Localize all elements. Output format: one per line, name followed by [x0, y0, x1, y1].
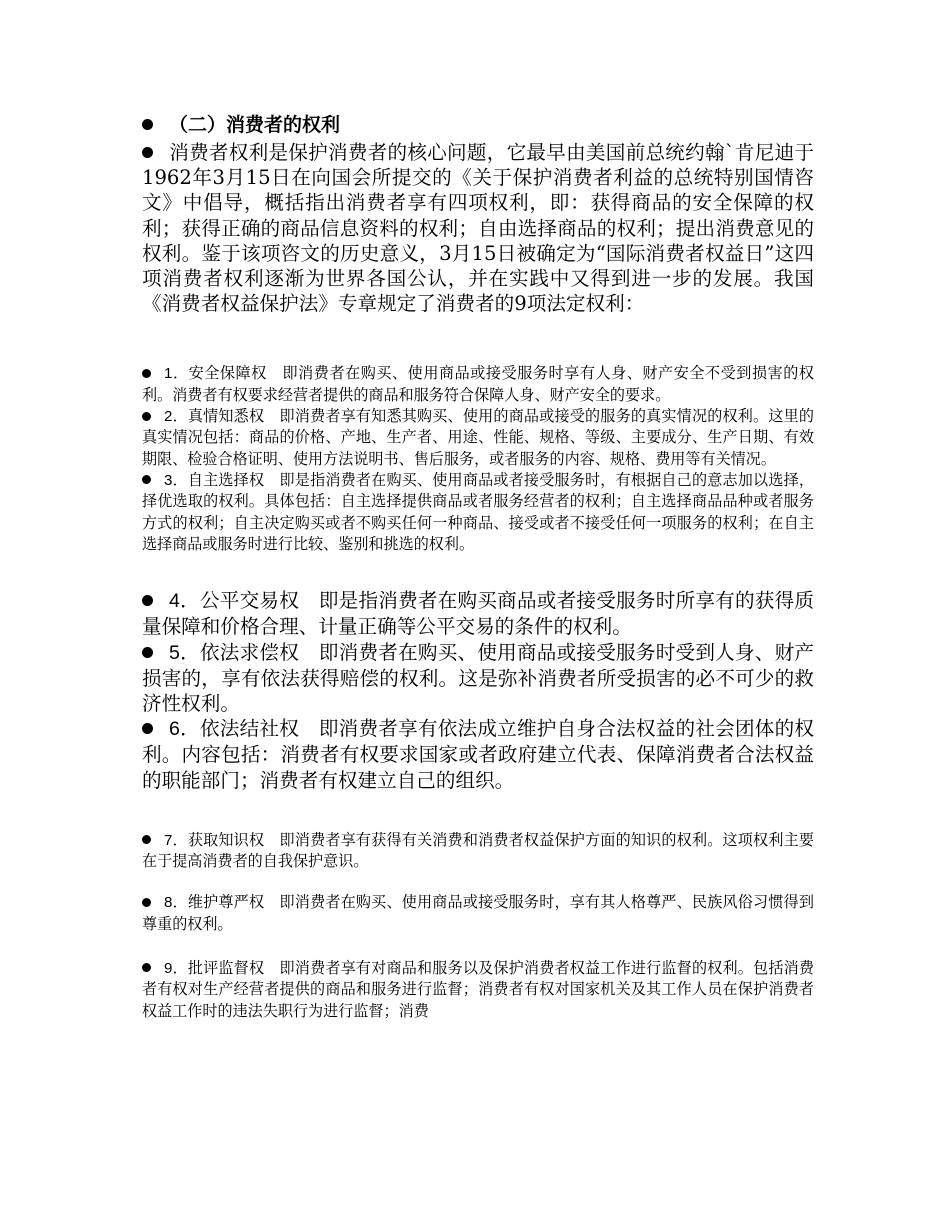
right-number: 5． [169, 641, 200, 664]
right-number: 1． [164, 365, 189, 383]
intro-paragraph [142, 140, 814, 316]
bullet-icon [142, 723, 153, 734]
intro-text: 消费者权利是保护消费者的核心问题，它最早由美国前总统约翰`肯尼迪于1962年3月15日在向国会所提交的《关于保护消费者利益的总统特别国情咨文》中倡导，概括指出消费者享有四项权利，即：获得商品的安全保障的权利；获得正确的商品信息资料的权利；自由选择商品的权利；提出消费意见的权利。鉴于该项咨文的历史意义，3月15日被确定为“国际消费者权益日”这四项消费者权利逐渐为世界各国公认，并在实践中又得到进一步的发展。我国《消费者权益保护法》专章规定了消费者的9项法定权利： [142, 141, 814, 316]
document-page [142, 112, 814, 1022]
spacer [142, 872, 814, 892]
bullet-icon [142, 898, 151, 907]
spacer [142, 316, 814, 363]
bullet-icon [142, 835, 151, 844]
right-number: 6． [169, 718, 200, 741]
right-text: 获取知识权 即消费者享有获得有关消费和消费者权益保护方面的知识的权利。这项权利主要在于提高消费者的自我保护意识。 [142, 830, 814, 871]
right-text: 安全保障权 即消费者在购买、使用商品或接受服务时享有人身、财产安全不受到损害的权利。消费者有权要求经营者提供的商品和服务符合保障人身、财产安全的要求。 [142, 364, 814, 404]
right-item-9 [142, 958, 814, 1022]
right-text: 依法求偿权 即消费者在购买、使用商品或接受服务时受到人身、财产损害的，享有依法获得赔偿的权利。这是弥补消费者所受损害的必不可少的救济性权利。 [142, 640, 814, 715]
right-item-6 [142, 716, 814, 793]
section-heading-text: （二）消费者的权利 [169, 115, 341, 136]
bullet-icon [142, 475, 151, 484]
right-text: 依法结社权 即消费者享有依法成立维护自身合法权益的社会团体的权利。内容包括：消费者有权要求国家或者政府建立代表、保障消费者合法权益的职能部门；消费者有权建立自己的组织。 [142, 717, 814, 792]
right-text: 批评监督权 即消费者享有对商品和服务以及保护消费者权益工作进行监督的权利。包括消费者有权对生产经营者提供的商品和服务进行监督；消费者有权对国家机关及其工作人员在保护消费者权益工作时的违法失职行为进行监督；消费 [142, 958, 814, 1020]
right-number: 7． [164, 831, 188, 849]
bullet-icon [142, 119, 153, 130]
right-item-7 [142, 830, 814, 873]
right-item-5 [142, 640, 814, 717]
right-item-3 [142, 470, 814, 555]
bullet-icon [142, 412, 151, 421]
right-item-2 [142, 406, 814, 470]
right-number: 8． [164, 894, 188, 912]
bullet-icon [142, 647, 153, 658]
right-number: 3． [164, 471, 188, 489]
right-text: 维护尊严权 即消费者在购买、使用商品或接受服务时，享有其人格尊严、民族风俗习惯得到尊重的权利。 [142, 893, 814, 933]
right-item-1 [142, 363, 814, 406]
bullet-icon [142, 369, 151, 378]
right-text: 自主选择权 即是指消费者在购买、使用商品或者接受服务时，有根据自己的意志加以选择，择优选取的权利。具体包括：自主选择提供商品或者服务经营者的权利；自主选择商品品种或者服务方式的权利；自主决定购买或者不购买任何一种商品、接受或者不接受任何一项服务的权利；在自主选择商品或服务时进行比较、鉴别和挑选的权利。 [142, 470, 814, 553]
right-number: 9． [164, 959, 188, 977]
spacer [142, 555, 814, 588]
right-item-4 [142, 588, 814, 639]
right-text: 公平交易权 即是指消费者在购买商品或者接受服务时所享有的获得质量保障和价格合理、计量正确等公平交易的条件的权利。 [142, 589, 814, 639]
bullet-icon [142, 963, 151, 972]
right-text: 真情知悉权 即消费者享有知悉其购买、使用的商品或接受的服务的真实情况的权利。这里的真实情况包括：商品的价格、产地、生产者、用途、性能、规格、等级、主要成分、生产日期、有效期限、检验合格证明、使用方法说明书、售后服务，或者服务的内容、规格、费用等有关情况。 [142, 407, 814, 468]
spacer [142, 935, 814, 958]
right-number: 2． [164, 408, 188, 426]
right-number: 4． [169, 590, 200, 613]
section-heading [142, 112, 814, 140]
spacer [142, 793, 814, 830]
bullet-icon [142, 147, 153, 158]
bullet-icon [142, 595, 153, 606]
right-item-8 [142, 892, 814, 935]
